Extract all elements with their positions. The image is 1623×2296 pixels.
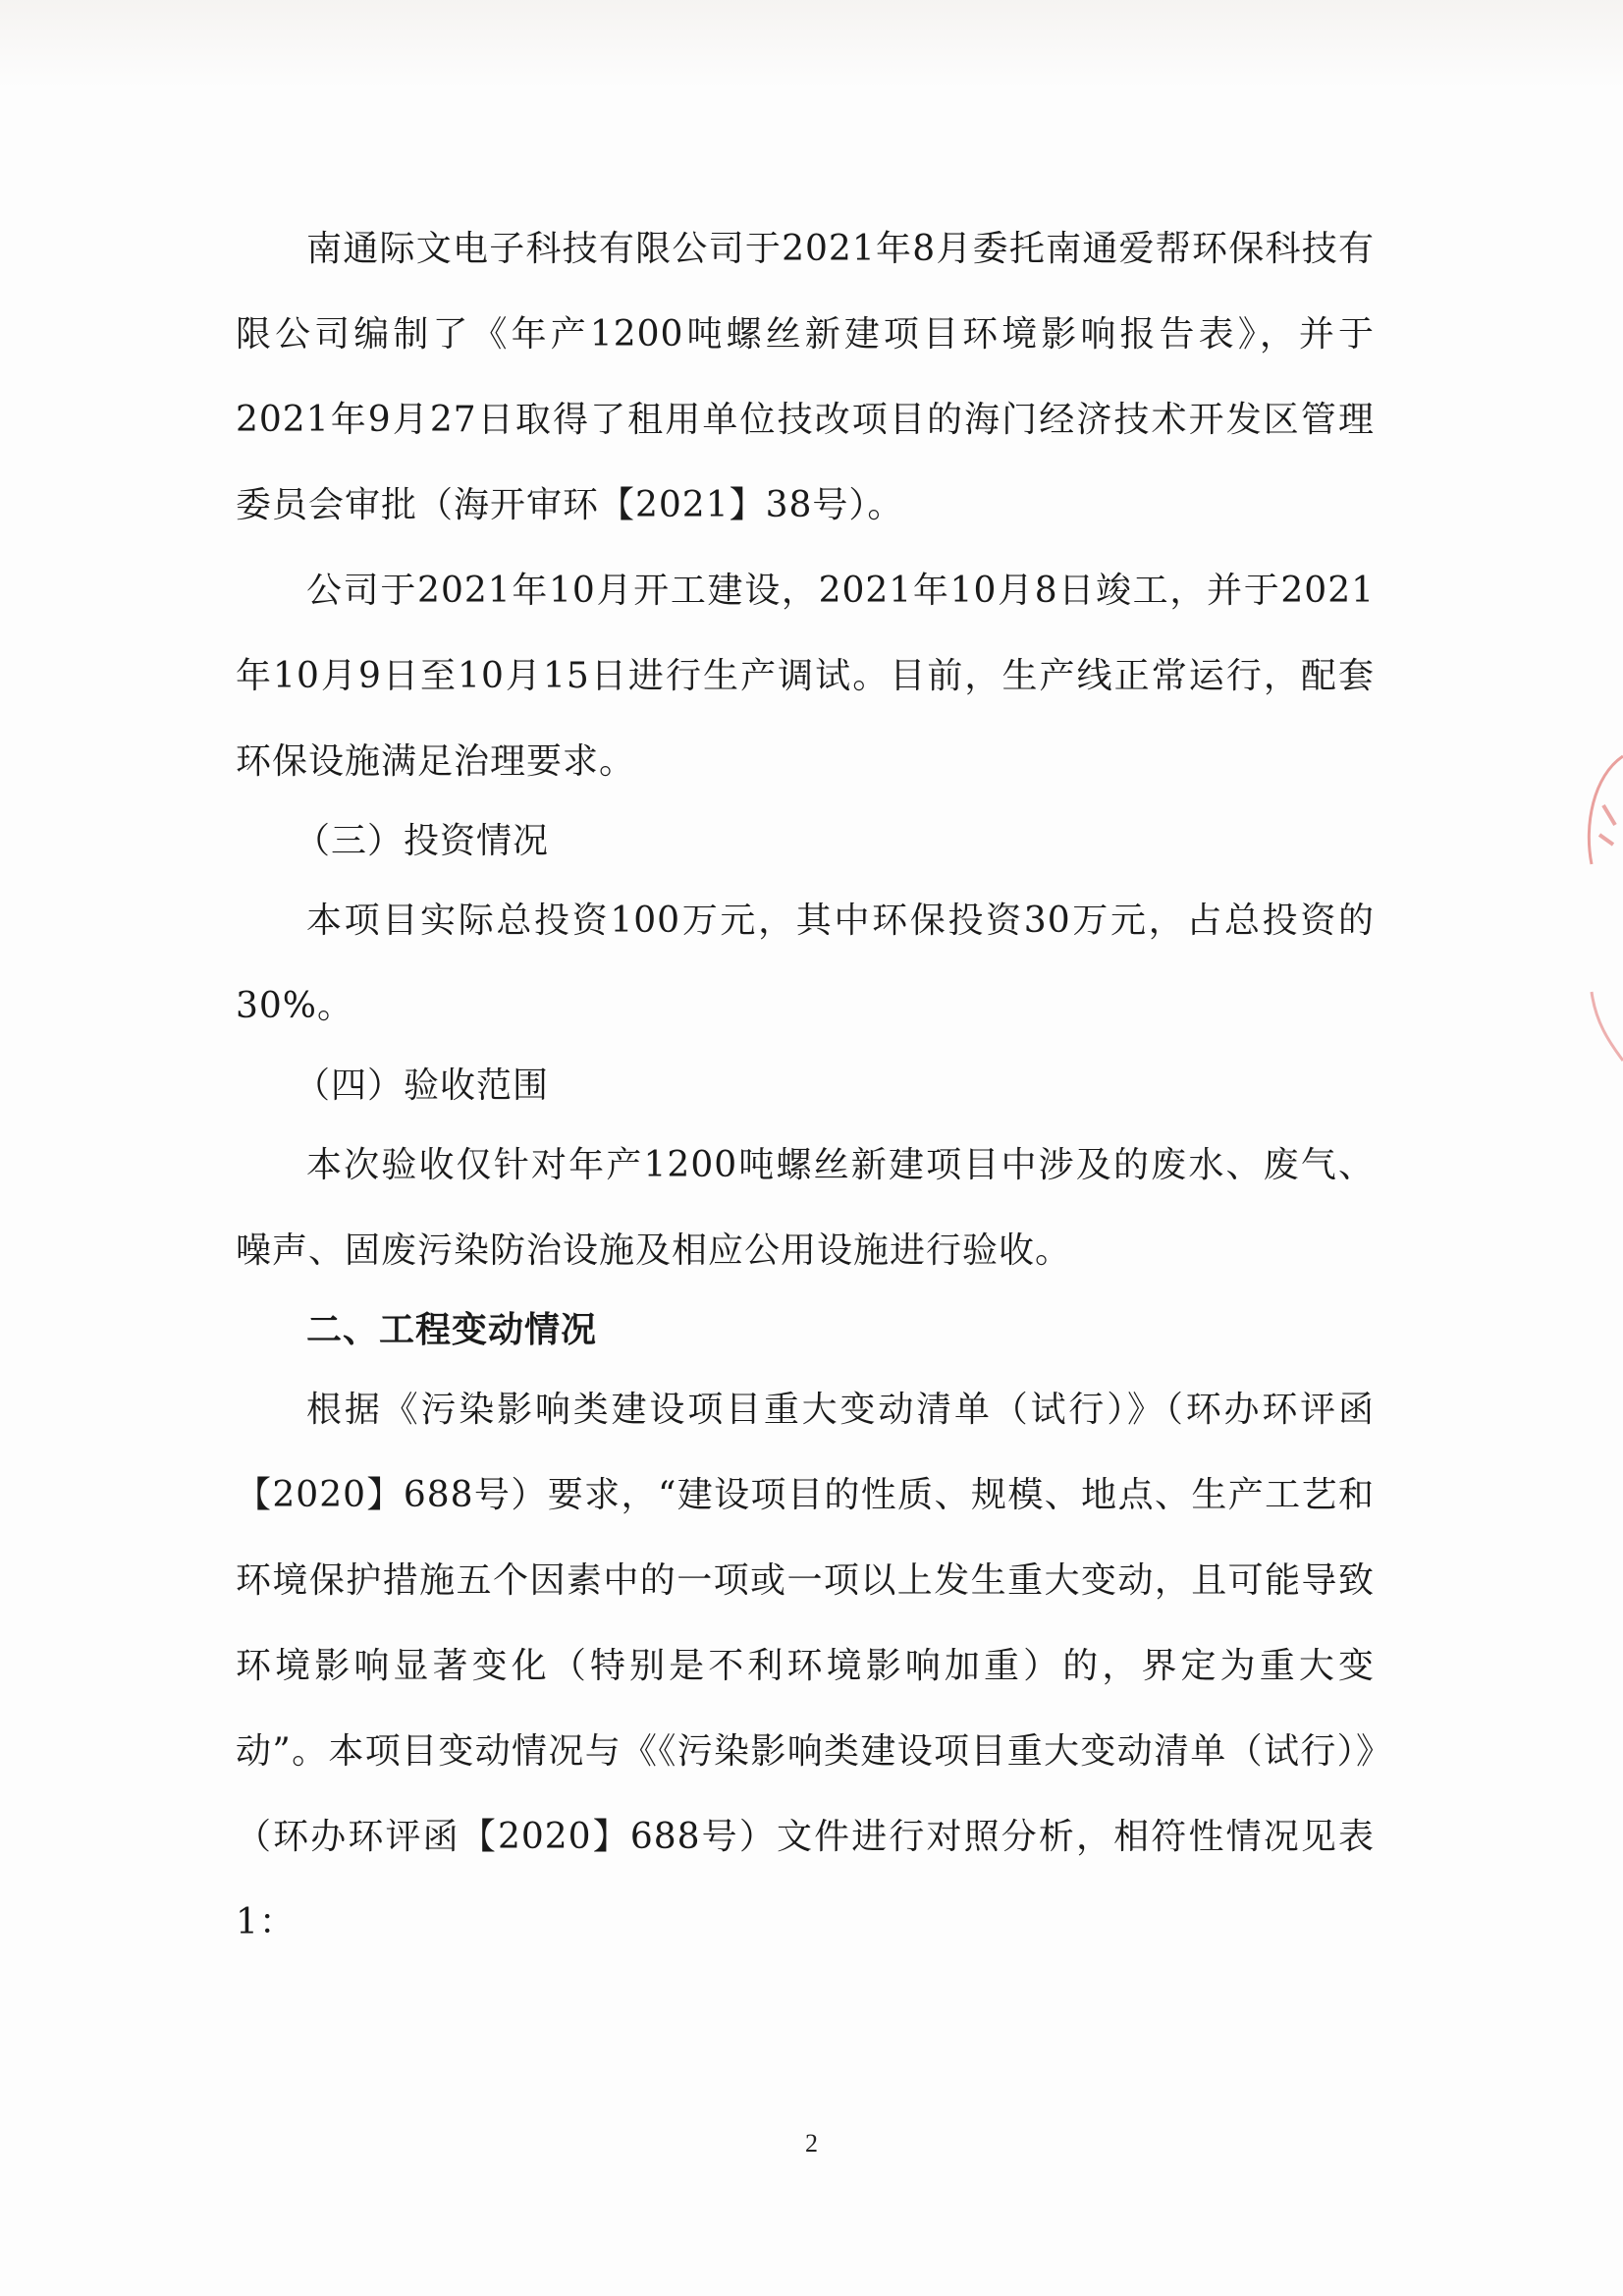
document-body <box>236 206 1375 1965</box>
paragraph-construction-schedule: 公司于2021年10月开工建设，2021年10月8日竣工，并于2021年10月9日至10月15日进行生产调试。目前，生产线正常运行，配套环保设施满足治理要求。 <box>236 571 1375 782</box>
heading-investment: （三）投资情况 <box>295 821 550 861</box>
scan-shadow <box>0 0 1623 88</box>
heading-acceptance-scope: （四）验收范围 <box>295 1066 550 1106</box>
paragraph-report-commission: 南通际文电子科技有限公司于2021年8月委托南通爱帮环保科技有限公司编制了《年产1200吨螺丝新建项目环境影响报告表》，并于2021年9月27日取得了租用单位技改项目的海门经济技术开发区管理委员会审批（海开审环【2021】38号）。 <box>236 229 1375 525</box>
heading-engineering-changes: 二、工程变动情况 <box>306 1309 598 1350</box>
page-number: 2 <box>805 2129 818 2158</box>
seal-edge-icon <box>1564 746 1623 1080</box>
red-seal-fragment <box>1564 746 1623 1080</box>
paragraph-engineering-changes: 根据《污染影响类建设项目重大变动清单（试行）》（环办环评函【2020】688号）要求，“建设项目的性质、规模、地点、生产工艺和环境保护措施五个因素中的一项或一项以上发生重大变动，且可能导致环境影响显著变化（特别是不利环境影响加重）的，界定为重大变动”。本项目变动情况与《《污染影响类建设项目重大变动清单（试行）》（环办环评函【2020】688号）文件进行对照分析，相符性情况见表1： <box>236 1390 1375 1942</box>
paragraph-investment: 本项目实际总投资100万元，其中环保投资30万元，占总投资的30%。 <box>236 901 1375 1026</box>
paragraph-acceptance-scope: 本次验收仅针对年产1200吨螺丝新建项目中涉及的废水、废气、噪声、固废污染防治设施及相应公用设施进行验收。 <box>236 1145 1375 1271</box>
